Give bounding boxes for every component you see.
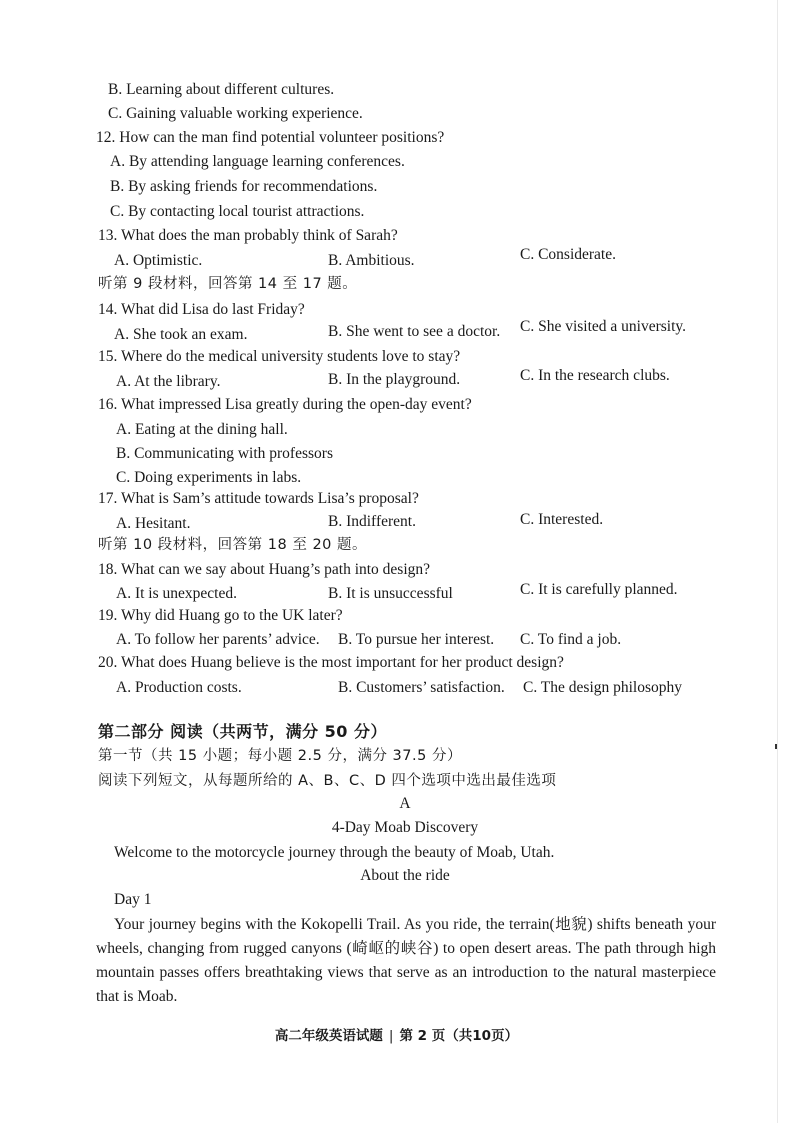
q12-option-b: B. By asking friends for recommendations. (110, 178, 378, 195)
q19-option-a: A. To follow her parents’ advice. (116, 631, 320, 648)
q19-option-b: B. To pursue her interest. (338, 631, 495, 648)
q15-option-c: C. In the research clubs. (520, 367, 670, 384)
q15-option-a: A. At the library. (116, 373, 221, 390)
q12-option-a: A. By attending language learning conferences. (110, 153, 405, 170)
q20-option-b: B. Customers’ satisfaction. (338, 679, 505, 696)
passage-label: A (399, 795, 411, 812)
day1-text: Your journey begins with the Kokopelli Trail. As you ride, the terrain(地貌) shifts beneath your wheels, changing from rugged canyons (崎岖的峡谷) to open desert areas. The path through high mountain passes offers breathtaking views that serve as an introduction to the natural masterpiece that is Moab. (96, 916, 716, 1005)
q17-option-a: A. Hesitant. (116, 515, 191, 532)
about-ride-heading: About the ride (360, 867, 450, 884)
q20-option-a: A. Production costs. (116, 679, 242, 696)
q14-option-a: A. She took an exam. (114, 326, 248, 343)
q18-prompt: 18. What can we say about Huang’s path into design? (98, 561, 431, 578)
footer-separator: | (388, 1028, 394, 1044)
q11-option-c: C. Gaining valuable working experience. (108, 105, 363, 122)
q17-prompt: 17. What is Sam’s attitude towards Lisa’s proposal? (98, 490, 419, 507)
section-note-passage9: 听第 9 段材料，回答第 14 至 17 题。 (98, 276, 358, 292)
part2-subsection: 第一节（共 15 小题；每小题 2.5 分，满分 37.5 分） (98, 748, 462, 764)
q15-prompt: 15. Where do the medical university students love to stay? (98, 348, 461, 365)
q18-option-c: C. It is carefully planned. (520, 581, 678, 598)
q16-prompt: 16. What impressed Lisa greatly during the open-day event? (98, 396, 472, 413)
page-footer (0, 1024, 793, 1044)
scan-edge (777, 0, 778, 1123)
q12-option-c: C. By contacting local tourist attractions. (110, 203, 365, 220)
q11-option-b: B. Learning about different cultures. (108, 81, 335, 98)
footer-page-info: 第 2 页（共10页） (399, 1028, 519, 1044)
q16-option-a: A. Eating at the dining hall. (116, 421, 288, 438)
section-note-passage10: 听第 10 段材料，回答第 18 至 20 题。 (98, 537, 368, 553)
q18-option-b: B. It is unsuccessful (328, 585, 453, 602)
q14-option-b: B. She went to see a doctor. (328, 323, 501, 340)
q14-prompt: 14. What did Lisa do last Friday? (98, 301, 305, 318)
q13-option-c: C. Considerate. (520, 246, 616, 263)
q19-prompt: 19. Why did Huang go to the UK later? (98, 607, 343, 624)
passage-welcome: Welcome to the motorcycle journey through the beauty of Moab, Utah. (114, 844, 555, 861)
footer-exam-name: 高二年级英语试题 (274, 1028, 383, 1044)
q13-option-a: A. Optimistic. (114, 252, 203, 269)
q16-option-c: C. Doing experiments in labs. (116, 469, 302, 486)
q13-option-b: B. Ambitious. (328, 252, 415, 269)
part2-instruction: 阅读下列短文，从每题所给的 A、B、C、D 四个选项中选出最佳选项 (98, 773, 557, 789)
q13-prompt: 13. What does the man probably think of Sarah? (98, 227, 398, 244)
part2-heading: 第二部分 阅读（共两节，满分 50 分） (98, 722, 387, 741)
q17-option-b: B. Indifferent. (328, 513, 416, 530)
q18-option-a: A. It is unexpected. (116, 585, 237, 602)
q14-option-c: C. She visited a university. (520, 318, 687, 335)
q12-prompt: 12. How can the man find potential volunteer positions? (96, 129, 445, 146)
passage-title: 4-Day Moab Discovery (331, 819, 479, 836)
q19-option-c: C. To find a job. (520, 631, 622, 648)
q15-option-b: B. In the playground. (328, 371, 461, 388)
q20-prompt: 20. What does Huang believe is the most important for her product design? (98, 654, 564, 671)
day-label: Day 1 (114, 891, 152, 908)
q20-option-c: C. The design philosophy (523, 679, 683, 696)
day1-paragraph (96, 913, 716, 1009)
q16-option-b: B. Communicating with professors (116, 445, 333, 462)
q17-option-c: C. Interested. (520, 511, 604, 528)
